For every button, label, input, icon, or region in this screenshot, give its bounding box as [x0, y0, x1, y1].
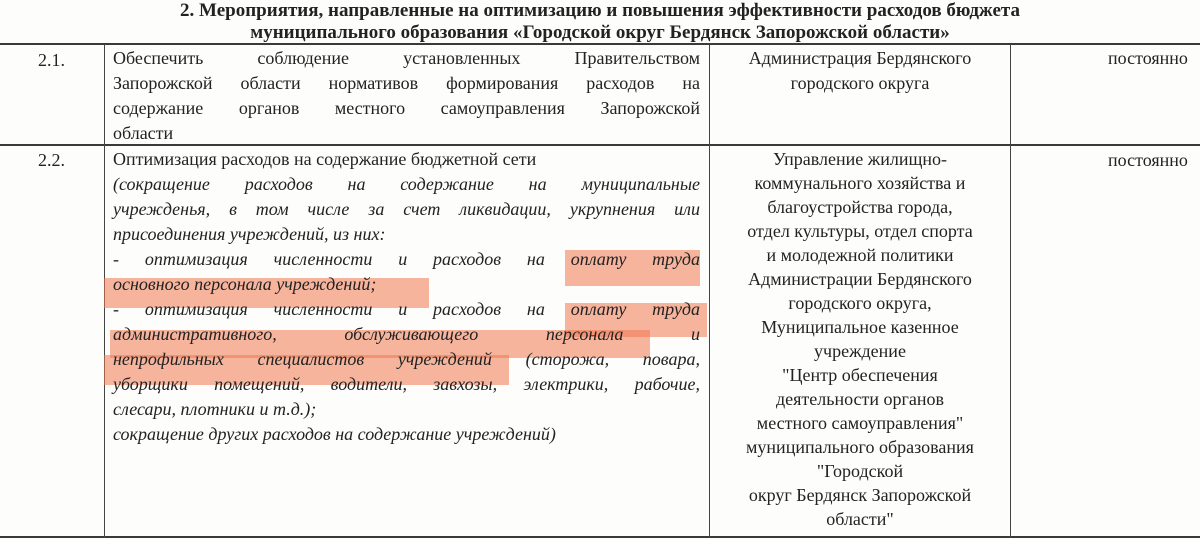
row-description [113, 46, 700, 146]
responsible-line: Муниципальное казенное [761, 317, 959, 337]
description-line: (сокращение расходов на содержание на муниципальные [113, 174, 700, 194]
responsible-party [712, 46, 1008, 96]
responsible-line: Администрация Бердянского [748, 48, 972, 68]
description-line: сокращение других расходов на содержание учреждений) [113, 424, 556, 444]
responsible-line: округ Бердянск Запорожской [748, 485, 972, 505]
responsible-line: "Городской [816, 461, 904, 481]
responsible-line: местного самоуправления" [756, 413, 964, 433]
responsible-line: городского округа [790, 73, 930, 93]
description-line: Обеспечить соблюдение установленных Правительством [113, 48, 700, 68]
row-number: 2.1. [38, 50, 65, 70]
description-line: основного персонала учреждений; [113, 274, 377, 294]
column-divider-2 [709, 44, 710, 538]
column-divider-3 [1010, 44, 1011, 538]
responsible-line: области" [826, 509, 894, 529]
description-line: - оптимизация численности и расходов на оплату труда [113, 299, 700, 319]
section-title-line-1: 2. Мероприятия, направленные на оптимизацию и повышения эффективности расходов бюджета [180, 0, 1020, 21]
responsible-line: городского округа, [788, 293, 932, 313]
responsible-line: Управление жилищно- [773, 149, 947, 169]
description-line: административного, обслуживающего персонала и [113, 324, 700, 344]
responsible-line: Администрации Бердянского [748, 269, 972, 289]
responsible-party [712, 147, 1008, 531]
section-title [0, 0, 1200, 44]
description-line: области [113, 123, 174, 143]
description-line: слесари, плотники и т.д.); [113, 399, 317, 419]
section-title-line-2: муниципального образования «Городской округ Бердянск Запорожской области» [250, 22, 950, 43]
responsible-line: и молодежной политики [766, 245, 954, 265]
responsible-line: деятельности органов [775, 389, 945, 409]
responsible-line: коммунального хозяйства и [754, 173, 966, 193]
description-line: учрежденья, в том числе за счет ликвидации, укрупнения или [113, 199, 700, 219]
description-line: Запорожской области нормативов формирования расходов на [113, 73, 700, 93]
responsible-line: отдел культуры, отдел спорта [747, 221, 973, 241]
description-line: - оптимизация численности и расходов на оплату труда [113, 249, 700, 269]
description-line: содержание органов местного самоуправления Запорожской [113, 98, 700, 118]
table-bottom-rule [0, 536, 1200, 538]
responsible-line: учреждение [814, 341, 906, 361]
responsible-line: "Центр обеспечения [782, 365, 938, 385]
row-description [113, 147, 700, 447]
responsible-line: благоустройства города, [767, 197, 953, 217]
description-line: уборщики помещений, водители, завхозы, электрики, рабочие, [113, 374, 700, 394]
description-main: Оптимизация расходов на содержание бюджетной сети [113, 149, 537, 169]
description-line: присоединения учреждений, из них: [113, 224, 386, 244]
responsible-line: муниципального образования [746, 437, 974, 457]
description-line: непрофильных специалистов учреждений (сторожа, повара, [113, 349, 700, 369]
term-cell: постоянно [1108, 48, 1188, 68]
term-cell: постоянно [1108, 150, 1188, 170]
row-number: 2.2. [38, 150, 65, 170]
